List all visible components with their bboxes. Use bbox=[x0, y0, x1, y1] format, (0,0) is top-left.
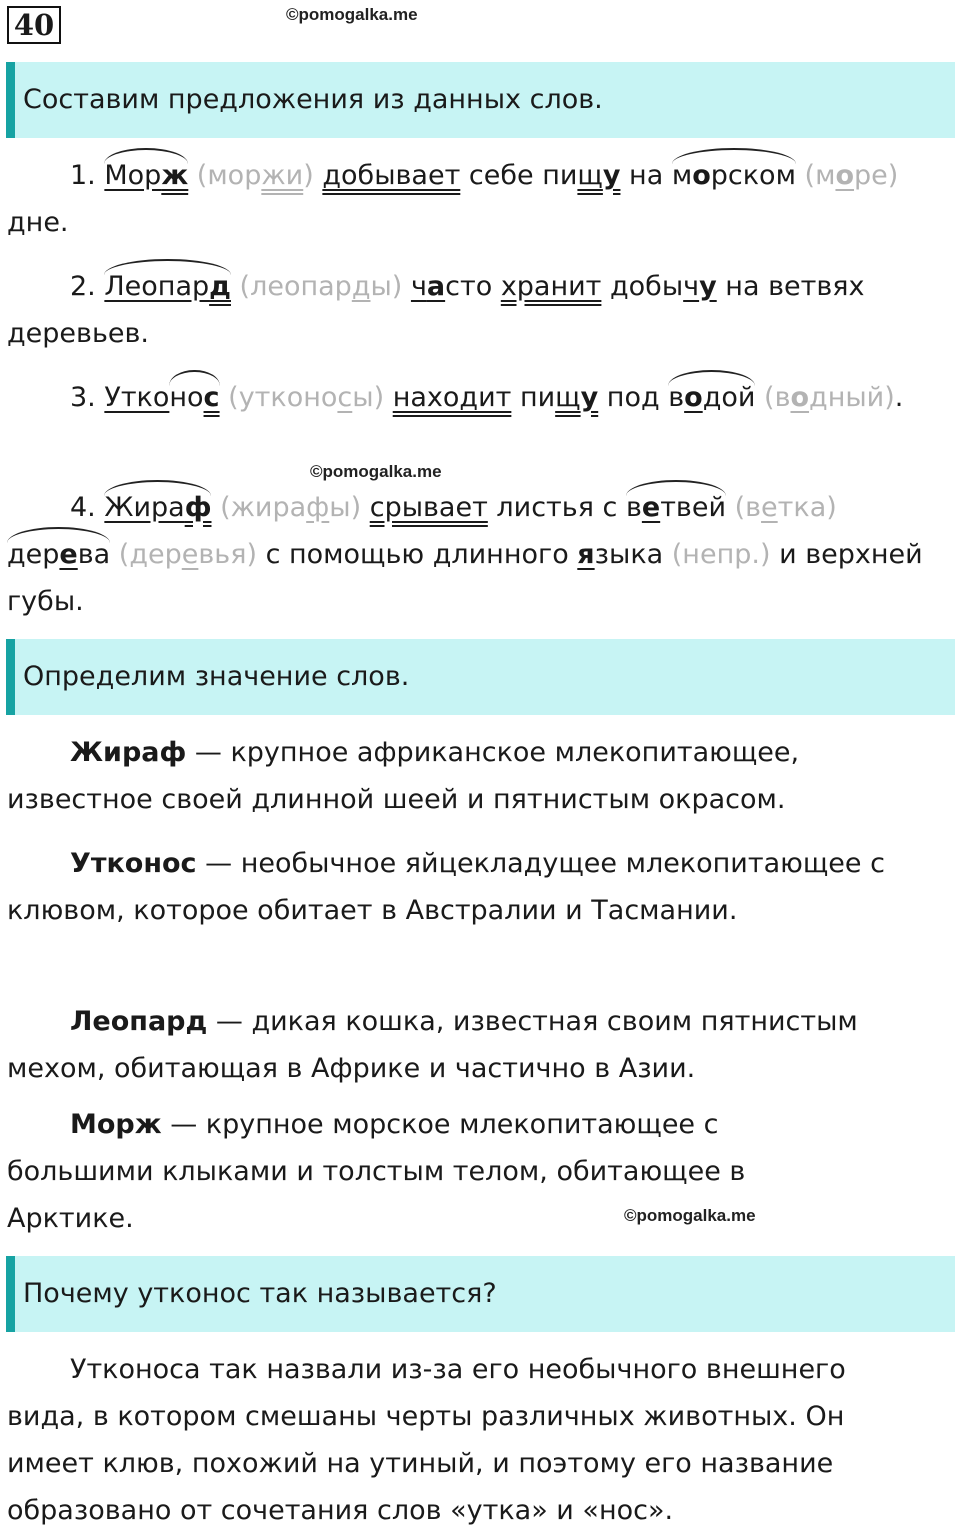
definition-term: Жираф bbox=[70, 737, 187, 768]
sentence-3-number: 3. bbox=[70, 382, 96, 413]
definition-term: Морж bbox=[70, 1109, 162, 1140]
section-header-compose: Составим предложения из данных слов. bbox=[6, 62, 955, 138]
watermark-top: ©pomogalka.me bbox=[286, 5, 418, 24]
watermark-bottom: ©pomogalka.me bbox=[624, 1206, 756, 1225]
definition-platypus bbox=[7, 840, 927, 934]
sentence-4-number: 4. bbox=[70, 492, 96, 523]
answer-text: Утконоса так назвали из-за его необычного внешнего вида, в котором смешаны черты различных животных. Он имеет клюв, похожий на утиный, и поэтому его название образовано от сочетания слов «утка» и «нос». bbox=[7, 1354, 846, 1526]
sentence-2: 2. Леопард (леопарды) часто хранит добычу на ветвях деревьев. bbox=[7, 263, 927, 357]
watermark-middle: ©pomogalka.me bbox=[310, 462, 442, 481]
sentence-4: 4. Жираф (жирафы) срывает листья с ветвей (ветка) дерева (деревья) с помощью длинного языка (непр.) и верхней губы. bbox=[7, 484, 927, 625]
sentence-1: 1. Морж (моржи) добывает себе пищу на морском (море) дне. bbox=[7, 152, 927, 246]
section-header-meaning: Определим значение слов. bbox=[6, 639, 955, 715]
definition-term: Утконос bbox=[70, 848, 197, 879]
sentence-1-number: 1. bbox=[70, 160, 96, 191]
definition-term: Леопард bbox=[70, 1006, 208, 1037]
section-header-why: Почему утконос так называется? bbox=[6, 1256, 955, 1332]
definition-leopard bbox=[7, 998, 927, 1092]
answer-paragraph bbox=[7, 1346, 927, 1534]
definition-text: — крупное африканское млекопитающее, известное своей длинной шеей и пятнистым окрасом. bbox=[7, 737, 800, 815]
sentence-3: 3. Утконос (утконосы) находит пищу под водой (водный). bbox=[7, 374, 927, 421]
definition-text: — необычное яйцекладущее млекопитающее с клювом, которое обитает в Австралии и Тасмании. bbox=[7, 848, 885, 926]
sentence-2-number: 2. bbox=[70, 271, 96, 302]
definition-text: — дикая кошка, известная своим пятнистым мехом, обитающая в Африке и частично в Азии. bbox=[7, 1006, 858, 1084]
definition-text: — крупное морское млекопитающее с большими клыками и толстым телом, обитающее в Арктике. bbox=[7, 1109, 746, 1234]
task-number: 40 bbox=[7, 6, 61, 44]
definition-giraffe bbox=[7, 729, 927, 823]
